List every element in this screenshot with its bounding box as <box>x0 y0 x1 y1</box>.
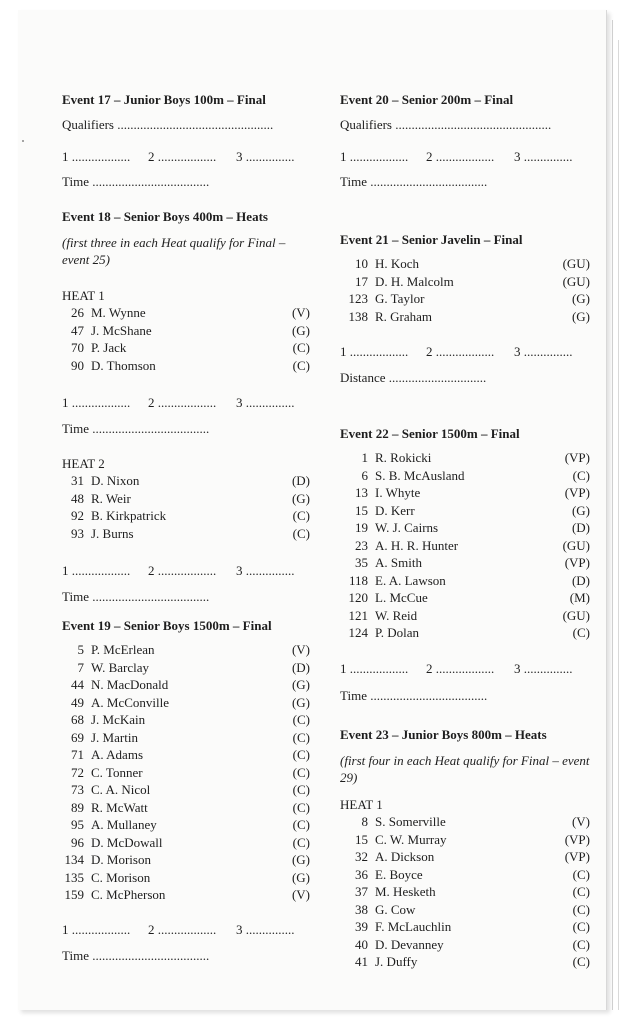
competitor-name: D. Morison <box>91 852 151 867</box>
team-code: (V) <box>291 305 310 320</box>
event-19-places <box>62 922 310 939</box>
competitor-number: 47 <box>71 322 84 338</box>
team-code: (C) <box>572 467 590 483</box>
team-code: (C) <box>572 625 590 640</box>
competitor-number: 7 <box>77 659 84 675</box>
team-code: (C) <box>292 712 310 727</box>
table-row <box>340 624 590 642</box>
page-edge <box>618 40 619 1010</box>
competitor-number: 90 <box>71 357 84 373</box>
competitor-name: A. McConville <box>91 694 169 710</box>
competitor-name: A. Mullaney <box>91 817 157 832</box>
table-row <box>62 659 310 677</box>
team-code: (GU) <box>562 607 590 623</box>
table-row <box>62 525 310 543</box>
table-row <box>62 357 310 375</box>
competitor-number: 159 <box>64 887 84 902</box>
competitor-number: 73 <box>71 782 84 797</box>
team-code: (G) <box>291 852 310 867</box>
place-2: 2 .................. <box>148 395 217 410</box>
team-code: (G) <box>291 322 310 338</box>
event-22-roster <box>340 449 590 642</box>
heat-2-time: Time .................................... <box>62 589 210 604</box>
competitor-name: J. McKain <box>91 712 146 727</box>
team-code: (V) <box>291 887 310 902</box>
team-code: (C) <box>572 919 590 934</box>
place-1: 1 .................. <box>340 149 409 164</box>
competitor-name: J. Burns <box>91 525 134 541</box>
competitor-number: 23 <box>355 537 368 553</box>
competitor-number: 39 <box>355 919 368 934</box>
competitor-number: 120 <box>348 590 368 605</box>
competitor-number: 69 <box>71 729 84 745</box>
event-19-title: Event 19 – Senior Boys 1500m – Final <box>62 618 272 633</box>
place-3: 3 ............... <box>236 921 295 937</box>
team-code: (C) <box>572 936 590 952</box>
competitor-number: 36 <box>355 866 368 882</box>
table-row <box>62 746 310 764</box>
place-1: 1 .................. <box>62 921 131 937</box>
event-21-title: Event 21 – Senior Javelin – Final <box>340 232 523 247</box>
table-row <box>340 502 590 520</box>
competitor-name: W. Reid <box>375 607 418 623</box>
competitor-name: C. W. Murray <box>375 831 447 847</box>
competitor-name: G. Cow <box>375 901 416 917</box>
team-code: (GU) <box>562 256 590 271</box>
heat-label: HEAT 1 <box>62 288 105 303</box>
event-18-note: (first three in each Heat qualify for Final – event 25) <box>62 235 286 267</box>
competitor-number: 118 <box>348 572 368 588</box>
competitor-number: 121 <box>348 607 368 623</box>
event-20-places <box>340 149 590 166</box>
competitor-name: B. Kirkpatrick <box>91 508 167 523</box>
team-code: (C) <box>292 834 310 850</box>
team-code: (G) <box>291 490 310 506</box>
place-2: 2 .................. <box>426 149 495 164</box>
place-2: 2 .................. <box>148 149 217 164</box>
event-21-places <box>340 344 590 361</box>
competitor-number: 72 <box>71 764 84 780</box>
team-code: (G) <box>571 308 590 324</box>
heat-roster <box>62 472 310 542</box>
table-row <box>340 467 590 485</box>
place-2: 2 .................. <box>426 344 495 359</box>
competitor-number: 8 <box>361 814 368 829</box>
place-2: 2 .................. <box>148 563 217 578</box>
place-3: 3 ............... <box>236 149 295 164</box>
event-18-heat-2 <box>62 456 310 605</box>
competitor-name: J. Duffy <box>375 954 418 969</box>
place-3: 3 ............... <box>514 344 573 359</box>
table-row <box>62 676 310 694</box>
place-3: 3 ............... <box>236 563 295 578</box>
event-22-time: Time .................................... <box>340 687 488 703</box>
place-3: 3 ............... <box>514 660 573 676</box>
table-row <box>62 694 310 712</box>
competitor-number: 70 <box>71 340 84 355</box>
team-code: (C) <box>292 340 310 355</box>
team-code: (G) <box>291 694 310 710</box>
table-row <box>62 507 310 525</box>
competitor-number: 19 <box>355 520 368 535</box>
place-1: 1 .................. <box>340 660 409 676</box>
competitor-number: 17 <box>355 273 368 289</box>
competitor-name: N. MacDonald <box>91 677 169 692</box>
team-code: (GU) <box>562 537 590 553</box>
table-row <box>62 764 310 782</box>
competitor-number: 6 <box>361 467 368 483</box>
competitor-number: 48 <box>71 490 84 506</box>
heat-roster <box>62 304 310 374</box>
table-row <box>62 886 310 904</box>
competitor-number: 13 <box>355 485 368 500</box>
table-row <box>340 290 590 308</box>
table-row <box>340 831 590 849</box>
competitor-number: 31 <box>71 473 84 488</box>
event-18-block <box>62 209 310 268</box>
competitor-name: A. Adams <box>91 747 143 762</box>
table-row <box>62 816 310 834</box>
heat-1-places <box>62 395 310 412</box>
competitor-name: R. Weir <box>91 490 131 506</box>
table-row <box>340 953 590 971</box>
team-code: (D) <box>571 520 590 535</box>
competitor-number: 89 <box>71 799 84 815</box>
team-code: (G) <box>571 291 590 306</box>
team-code: (VP) <box>564 485 590 500</box>
team-code: (G) <box>291 869 310 885</box>
table-row <box>340 449 590 467</box>
event-19-time: Time .................................... <box>62 947 210 963</box>
event-21-roster <box>340 255 590 325</box>
table-row <box>62 869 310 887</box>
competitor-number: 95 <box>71 817 84 832</box>
competitor-name: E. Boyce <box>375 866 423 882</box>
table-row <box>340 866 590 884</box>
competitor-number: 15 <box>355 502 368 518</box>
heat-roster <box>340 813 590 971</box>
event-17-qualifiers: Qualifiers ................................................ <box>62 117 274 132</box>
competitor-number: 38 <box>355 901 368 917</box>
table-row <box>340 589 590 607</box>
event-18-heat-1 <box>62 288 310 437</box>
team-code: (V) <box>571 814 590 829</box>
place-3: 3 ............... <box>514 149 573 164</box>
table-row <box>62 339 310 357</box>
team-code: (C) <box>572 954 590 969</box>
event-23-title: Event 23 – Junior Boys 800m – Heats <box>340 727 547 742</box>
event-17-time: Time .................................... <box>62 174 210 189</box>
competitor-number: 40 <box>355 936 368 952</box>
competitor-name: P. Jack <box>91 340 127 355</box>
table-row <box>340 537 590 555</box>
place-1: 1 .................. <box>62 563 131 578</box>
table-row <box>62 799 310 817</box>
competitor-number: 10 <box>355 256 368 271</box>
table-row <box>62 304 310 322</box>
heat-1-time: Time .................................... <box>62 421 210 436</box>
competitor-name: D. McDowall <box>91 834 163 850</box>
competitor-number: 5 <box>77 642 84 657</box>
competitor-name: J. McShane <box>91 322 152 338</box>
competitor-name: A. Dickson <box>375 849 435 864</box>
competitor-number: 68 <box>71 712 84 727</box>
team-code: (C) <box>292 357 310 373</box>
competitor-name: R. Rokicki <box>375 450 432 465</box>
table-row <box>340 848 590 866</box>
table-row <box>340 936 590 954</box>
competitor-name: H. Koch <box>375 256 420 271</box>
competitor-number: 135 <box>64 869 84 885</box>
competitor-name: S. Somerville <box>375 814 446 829</box>
competitor-name: D. Thomson <box>91 357 156 373</box>
competitor-number: 1 <box>361 450 368 465</box>
table-row <box>340 883 590 901</box>
competitor-name: A. H. R. Hunter <box>375 537 459 553</box>
competitor-number: 92 <box>71 508 84 523</box>
competitor-number: 71 <box>71 747 84 762</box>
table-row <box>340 554 590 572</box>
team-code: (C) <box>292 508 310 523</box>
event-22-places <box>340 661 590 678</box>
competitor-number: 93 <box>71 525 84 541</box>
competitor-name: P. Dolan <box>375 625 420 640</box>
team-code: (VP) <box>564 849 590 864</box>
place-2: 2 .................. <box>148 921 217 937</box>
place-1: 1 .................. <box>62 395 131 410</box>
team-code: (C) <box>292 747 310 762</box>
team-code: (G) <box>291 677 310 692</box>
team-code: (C) <box>292 799 310 815</box>
team-code: (D) <box>291 659 310 675</box>
competitor-name: D. Nixon <box>91 473 140 488</box>
event-21-distance: Distance .............................. <box>340 370 487 385</box>
team-code: (VP) <box>564 555 590 570</box>
table-row <box>62 711 310 729</box>
table-row <box>340 519 590 537</box>
heat-2-places <box>62 563 310 580</box>
team-code: (VP) <box>564 450 590 465</box>
competitor-name: M. Wynne <box>91 305 146 320</box>
competitor-name: P. McErlean <box>91 642 155 657</box>
competitor-number: 124 <box>348 625 368 640</box>
competitor-name: C. A. Nicol <box>91 782 151 797</box>
event-23-note: (first four in each Heat qualify for Final – event 29) <box>340 753 590 785</box>
event-20-title: Event 20 – Senior 200m – Final <box>340 92 514 107</box>
competitor-name: M. Hesketh <box>375 884 436 899</box>
event-19-roster <box>62 641 310 904</box>
competitor-number: 96 <box>71 834 84 850</box>
event-19-block <box>62 618 310 964</box>
competitor-name: W. J. Cairns <box>375 520 439 535</box>
table-row <box>340 901 590 919</box>
competitor-name: L. McCue <box>375 590 428 605</box>
team-code: (C) <box>292 764 310 780</box>
team-code: (D) <box>571 572 590 588</box>
competitor-number: 49 <box>71 694 84 710</box>
event-20-qualifiers: Qualifiers ................................................ <box>340 117 552 132</box>
place-1: 1 .................. <box>340 344 409 359</box>
competitor-name: D. H. Malcolm <box>375 273 454 289</box>
event-21-block <box>340 232 590 386</box>
competitor-name: E. A. Lawson <box>375 572 446 588</box>
event-20-time: Time .................................... <box>340 174 488 189</box>
place-2: 2 .................. <box>426 660 495 676</box>
team-code: (V) <box>291 642 310 657</box>
competitor-name: I. Whyte <box>375 485 421 500</box>
table-row <box>62 834 310 852</box>
competitor-name: J. Martin <box>91 729 138 745</box>
table-row <box>340 308 590 326</box>
table-row <box>340 813 590 831</box>
competitor-number: 123 <box>348 291 368 306</box>
competitor-number: 32 <box>355 849 368 864</box>
heat-label: HEAT 1 <box>340 797 383 812</box>
competitor-name: S. B. McAusland <box>375 467 465 483</box>
competitor-name: R. McWatt <box>91 799 148 815</box>
team-code: (G) <box>571 502 590 518</box>
place-1: 1 .................. <box>62 149 131 164</box>
page-edge <box>612 20 613 1010</box>
team-code: (C) <box>292 525 310 541</box>
table-row <box>62 490 310 508</box>
event-17-title: Event 17 – Junior Boys 100m – Final <box>62 92 266 107</box>
event-22-block <box>340 426 590 704</box>
team-code: (VP) <box>564 831 590 847</box>
competitor-number: 35 <box>355 555 368 570</box>
team-code: (C) <box>572 884 590 899</box>
table-row <box>62 472 310 490</box>
table-row <box>62 641 310 659</box>
competitor-name: G. Taylor <box>375 291 425 306</box>
place-3: 3 ............... <box>236 395 295 410</box>
paper-speck <box>22 140 24 142</box>
table-row <box>340 273 590 291</box>
competitor-name: D. Devanney <box>375 936 444 952</box>
table-row <box>340 255 590 273</box>
competitor-name: W. Barclay <box>91 659 149 675</box>
team-code: (C) <box>292 817 310 832</box>
competitor-name: C. Morison <box>91 869 151 885</box>
competitor-name: C. Tonner <box>91 764 143 780</box>
table-row <box>62 851 310 869</box>
table-row <box>62 322 310 340</box>
competitor-number: 37 <box>355 884 368 899</box>
event-17-block <box>62 92 310 190</box>
competitor-number: 44 <box>71 677 84 692</box>
table-row <box>340 918 590 936</box>
team-code: (D) <box>291 473 310 488</box>
team-code: (C) <box>292 729 310 745</box>
event-17-places <box>62 149 310 166</box>
table-row <box>340 607 590 625</box>
team-code: (C) <box>572 866 590 882</box>
competitor-name: A. Smith <box>375 555 422 570</box>
competitor-name: D. Kerr <box>375 502 415 518</box>
table-row <box>62 781 310 799</box>
table-row <box>62 729 310 747</box>
competitor-number: 138 <box>348 308 368 324</box>
event-22-title: Event 22 – Senior 1500m – Final <box>340 426 520 441</box>
competitor-number: 15 <box>355 831 368 847</box>
competitor-number: 134 <box>64 852 84 867</box>
table-row <box>340 484 590 502</box>
competitor-name: R. Graham <box>375 308 433 324</box>
heat-label: HEAT 2 <box>62 456 105 471</box>
competitor-name: F. McLauchlin <box>375 919 452 934</box>
team-code: (M) <box>569 590 590 605</box>
event-23-block <box>340 727 590 971</box>
table-row <box>340 572 590 590</box>
event-20-block <box>340 92 590 190</box>
team-code: (GU) <box>562 273 590 289</box>
competitor-number: 26 <box>71 305 84 320</box>
competitor-name: C. McPherson <box>91 887 166 902</box>
team-code: (C) <box>572 901 590 917</box>
team-code: (C) <box>292 782 310 797</box>
event-18-title: Event 18 – Senior Boys 400m – Heats <box>62 209 268 224</box>
competitor-number: 41 <box>355 954 368 969</box>
